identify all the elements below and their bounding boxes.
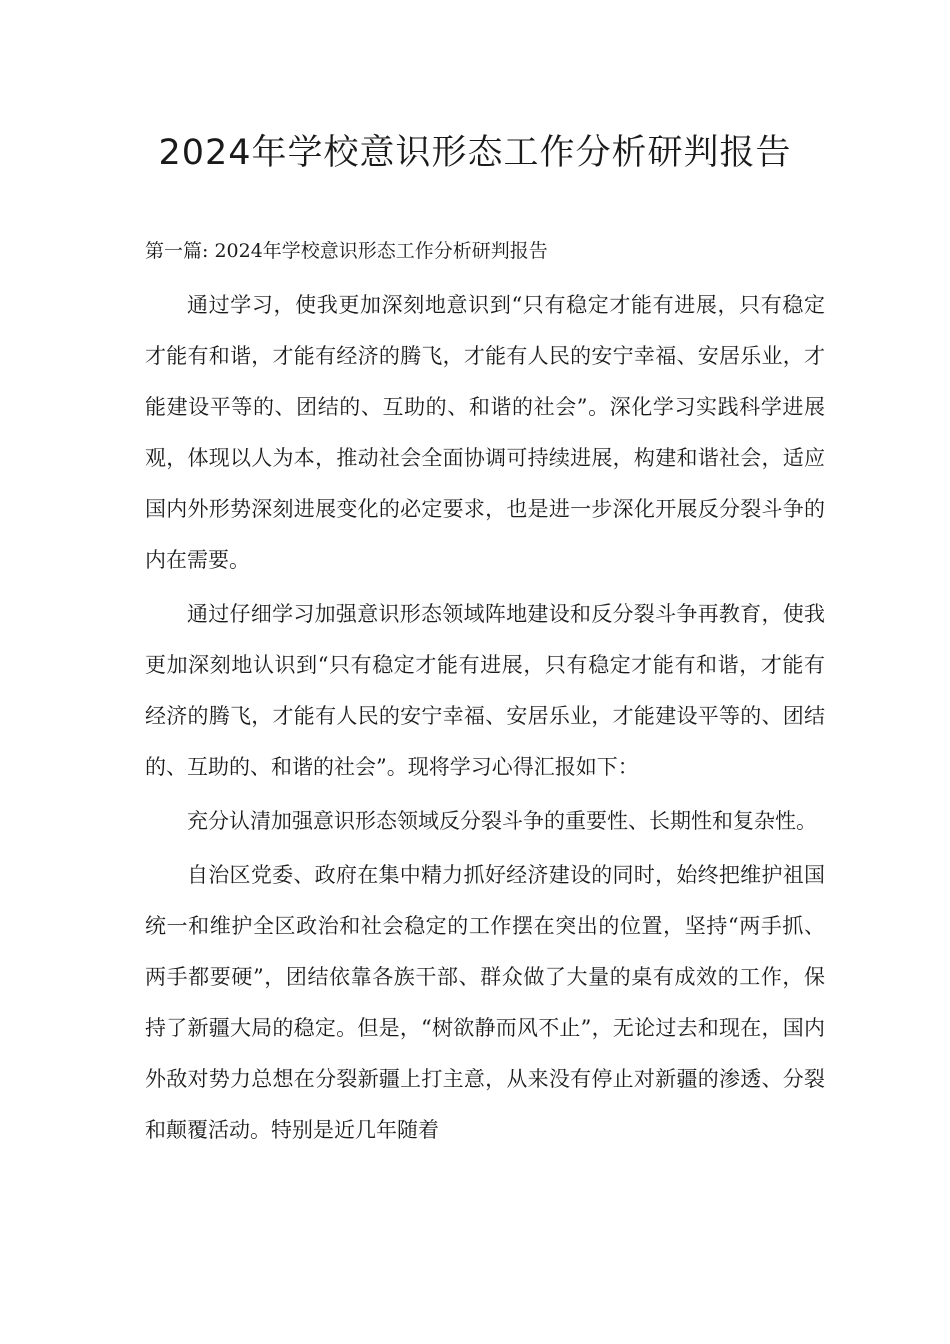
document-body — [145, 280, 825, 1159]
section-heading: 第一篇: 2024年学校意识形态工作分析研判报告 — [145, 240, 548, 262]
paragraph-1: 通过学习，使我更加深刻地意识到“只有稳定才能有进展，只有稳定才能有和谐，才能有经济的腾飞，才能有人民的安宁幸福、安居乐业，才能建设平等的、团结的、互助的、和谐的社会”。深化学习实践科学进展观，体现以人为本，推动社会全面协调可持续进展，构建和谐社会，适应国内外形势深刻进展变化的必定要求，也是进一步深化开展反分裂斗争的内在需要。 — [145, 293, 825, 572]
paragraph-4: 自治区党委、政府在集中精力抓好经济建设的同时，始终把维护祖国统一和维护全区政治和社会稳定的工作摆在突出的位置，坚持“两手抓、两手都要硬”，团结依靠各族干部、群众做了大量的桌有成效的工作，保持了新疆大局的稳定。但是，“树欲静而风不止”，无论过去和现在，国内外敌对势力总想在分裂新疆上打主意，从来没有停止对新疆的渗透、分裂和颠覆活动。特别是近几年随着 — [145, 863, 825, 1142]
paragraph-3: 充分认清加强意识形态领域反分裂斗争的重要性、长期性和复杂性。 — [187, 809, 817, 833]
paragraph-2: 通过仔细学习加强意识形态领域阵地建设和反分裂斗争再教育，使我更加深刻地认识到“只有稳定才能有进展，只有稳定才能有和谐，才能有经济的腾飞，才能有人民的安宁幸福、安居乐业，才能建设平等的、团结的、互助的、和谐的社会”。现将学习心得汇报如下： — [145, 602, 825, 779]
document-title: 2024年学校意识形态工作分析研判报告 — [158, 133, 792, 173]
